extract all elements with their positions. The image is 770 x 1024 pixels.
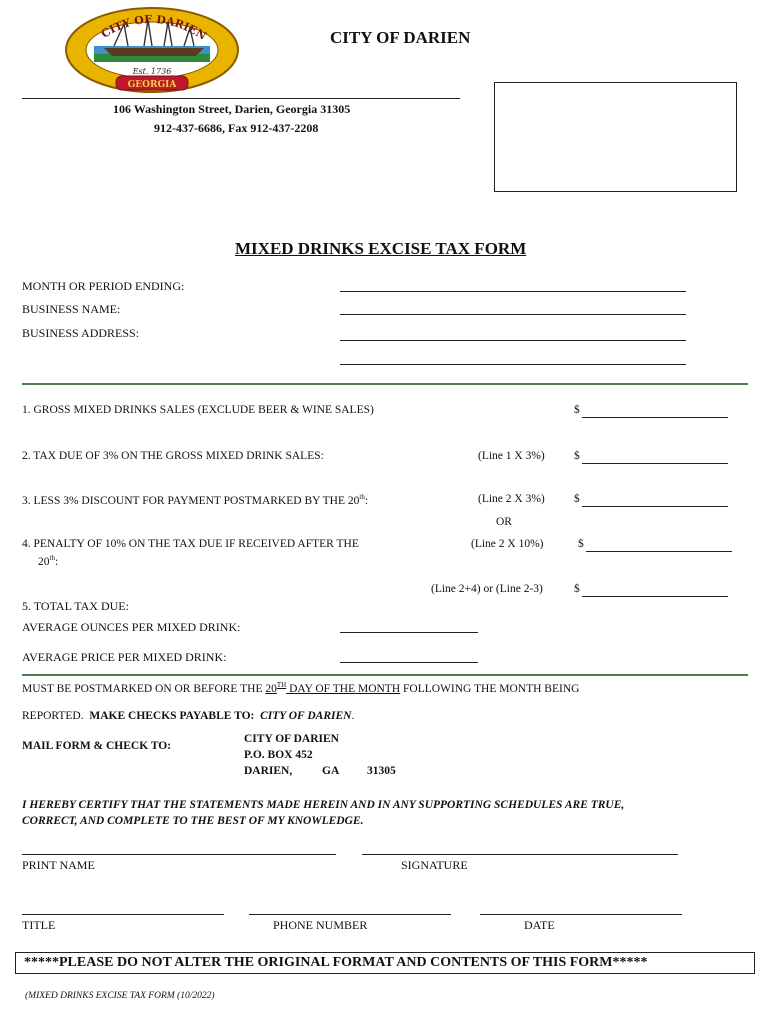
line-5-label: 5. TOTAL TAX DUE: bbox=[22, 599, 129, 613]
do-not-alter-notice: *****PLEASE DO NOT ALTER THE ORIGINAL FORMAT AND CONTENTS OF THIS FORM***** bbox=[15, 952, 755, 974]
or-text: OR bbox=[496, 516, 512, 528]
payable-instruction: REPORTED. MAKE CHECKS PAYABLE TO: CITY OF DARIEN. bbox=[22, 710, 355, 722]
line-1-field[interactable] bbox=[582, 417, 728, 418]
phone-field[interactable] bbox=[249, 914, 451, 915]
address: 106 Washington Street, Darien, Georgia 31305 bbox=[113, 102, 351, 116]
avg-ounces-label: AVERAGE OUNCES PER MIXED DRINK: bbox=[22, 620, 241, 634]
mail-label: MAIL FORM & CHECK TO: bbox=[22, 740, 172, 752]
office-use-box[interactable] bbox=[494, 82, 737, 192]
section-divider-2 bbox=[22, 674, 748, 676]
line-1-label: 1. GROSS MIXED DRINKS SALES (EXCLUDE BEER & WINE SALES) bbox=[22, 404, 374, 416]
line-3-dollar: $ bbox=[574, 493, 580, 505]
line-2-dollar: $ bbox=[574, 450, 580, 462]
line-5-calc: (Line 2+4) or (Line 2-3) bbox=[431, 583, 543, 595]
business-name-label: BUSINESS NAME: bbox=[22, 302, 121, 316]
line-4-field[interactable] bbox=[586, 551, 732, 552]
city-seal-logo bbox=[64, 6, 240, 96]
avg-price-field[interactable] bbox=[340, 662, 478, 663]
avg-price-label: AVERAGE PRICE PER MIXED DRINK: bbox=[22, 650, 227, 664]
title-field[interactable] bbox=[22, 914, 224, 915]
line-2-field[interactable] bbox=[582, 463, 728, 464]
print-name-field[interactable] bbox=[22, 854, 336, 855]
phone-fax: 912-437-6686, Fax 912-437-2208 bbox=[154, 121, 319, 135]
date-label: DATE bbox=[524, 918, 555, 932]
mail-address-1: CITY OF DARIEN bbox=[244, 733, 339, 745]
phone-label: PHONE NUMBER bbox=[273, 918, 368, 932]
section-divider bbox=[22, 383, 748, 385]
line-3-label: 3. LESS 3% DISCOUNT FOR PAYMENT POSTMARKED BY THE 20th: bbox=[22, 493, 369, 507]
city-title: CITY OF DARIEN bbox=[330, 28, 471, 47]
signature-field[interactable] bbox=[362, 854, 678, 855]
title-label: TITLE bbox=[22, 918, 56, 932]
line-5-dollar: $ bbox=[574, 583, 580, 595]
line-4-label-cont: 20th: bbox=[38, 554, 59, 568]
line-4-dollar: $ bbox=[578, 538, 584, 550]
business-address-field-1[interactable] bbox=[340, 340, 686, 341]
line-4-label: 4. PENALTY OF 10% ON THE TAX DUE IF RECEIVED AFTER THE bbox=[22, 538, 359, 550]
business-address-field-2[interactable] bbox=[340, 364, 686, 365]
line-5-field[interactable] bbox=[582, 596, 728, 597]
line-4-calc: (Line 2 X 10%) bbox=[471, 538, 544, 550]
month-label: MONTH OR PERIOD ENDING: bbox=[22, 279, 185, 293]
form-footer: (MIXED DRINKS EXCISE TAX FORM (10/2022) bbox=[25, 991, 215, 1001]
certify-line-1: I HEREBY CERTIFY THAT THE STATEMENTS MADE HEREIN AND IN ANY SUPPORTING SCHEDULES ARE TRUE, bbox=[22, 799, 625, 811]
line-3-calc: (Line 2 X 3%) bbox=[478, 493, 545, 505]
postmark-instruction: MUST BE POSTMARKED ON OR BEFORE THE 20TH DAY OF THE MONTH FOLLOWING THE MONTH BEING bbox=[22, 681, 580, 695]
date-field[interactable] bbox=[480, 914, 682, 915]
form-title: MIXED DRINKS EXCISE TAX FORM bbox=[235, 239, 527, 258]
svg-text:CITY OF DARIEN: CITY OF DARIEN bbox=[99, 12, 209, 43]
mail-address-3c: 31305 bbox=[367, 765, 396, 777]
mail-address-3b: GA bbox=[322, 765, 340, 777]
mail-address-2: P.O. BOX 452 bbox=[244, 749, 313, 761]
mail-address-3a: DARIEN, bbox=[244, 765, 293, 777]
signature-label: SIGNATURE bbox=[401, 858, 468, 872]
line-3-field[interactable] bbox=[582, 506, 728, 507]
line-1-dollar: $ bbox=[574, 404, 580, 416]
certify-line-2: CORRECT, AND COMPLETE TO THE BEST OF MY KNOWLEDGE. bbox=[22, 815, 364, 827]
header-rule bbox=[22, 98, 460, 99]
svg-text:Est. 1736: Est. 1736 bbox=[132, 67, 172, 76]
business-name-field[interactable] bbox=[340, 314, 686, 315]
line-2-calc: (Line 1 X 3%) bbox=[478, 450, 545, 462]
line-2-label: 2. TAX DUE OF 3% ON THE GROSS MIXED DRINK SALES: bbox=[22, 450, 324, 462]
business-address-label: BUSINESS ADDRESS: bbox=[22, 326, 140, 340]
svg-text:GEORGIA: GEORGIA bbox=[127, 80, 177, 90]
month-field[interactable] bbox=[340, 291, 686, 292]
print-name-label: PRINT NAME bbox=[22, 858, 95, 872]
avg-ounces-field[interactable] bbox=[340, 632, 478, 633]
